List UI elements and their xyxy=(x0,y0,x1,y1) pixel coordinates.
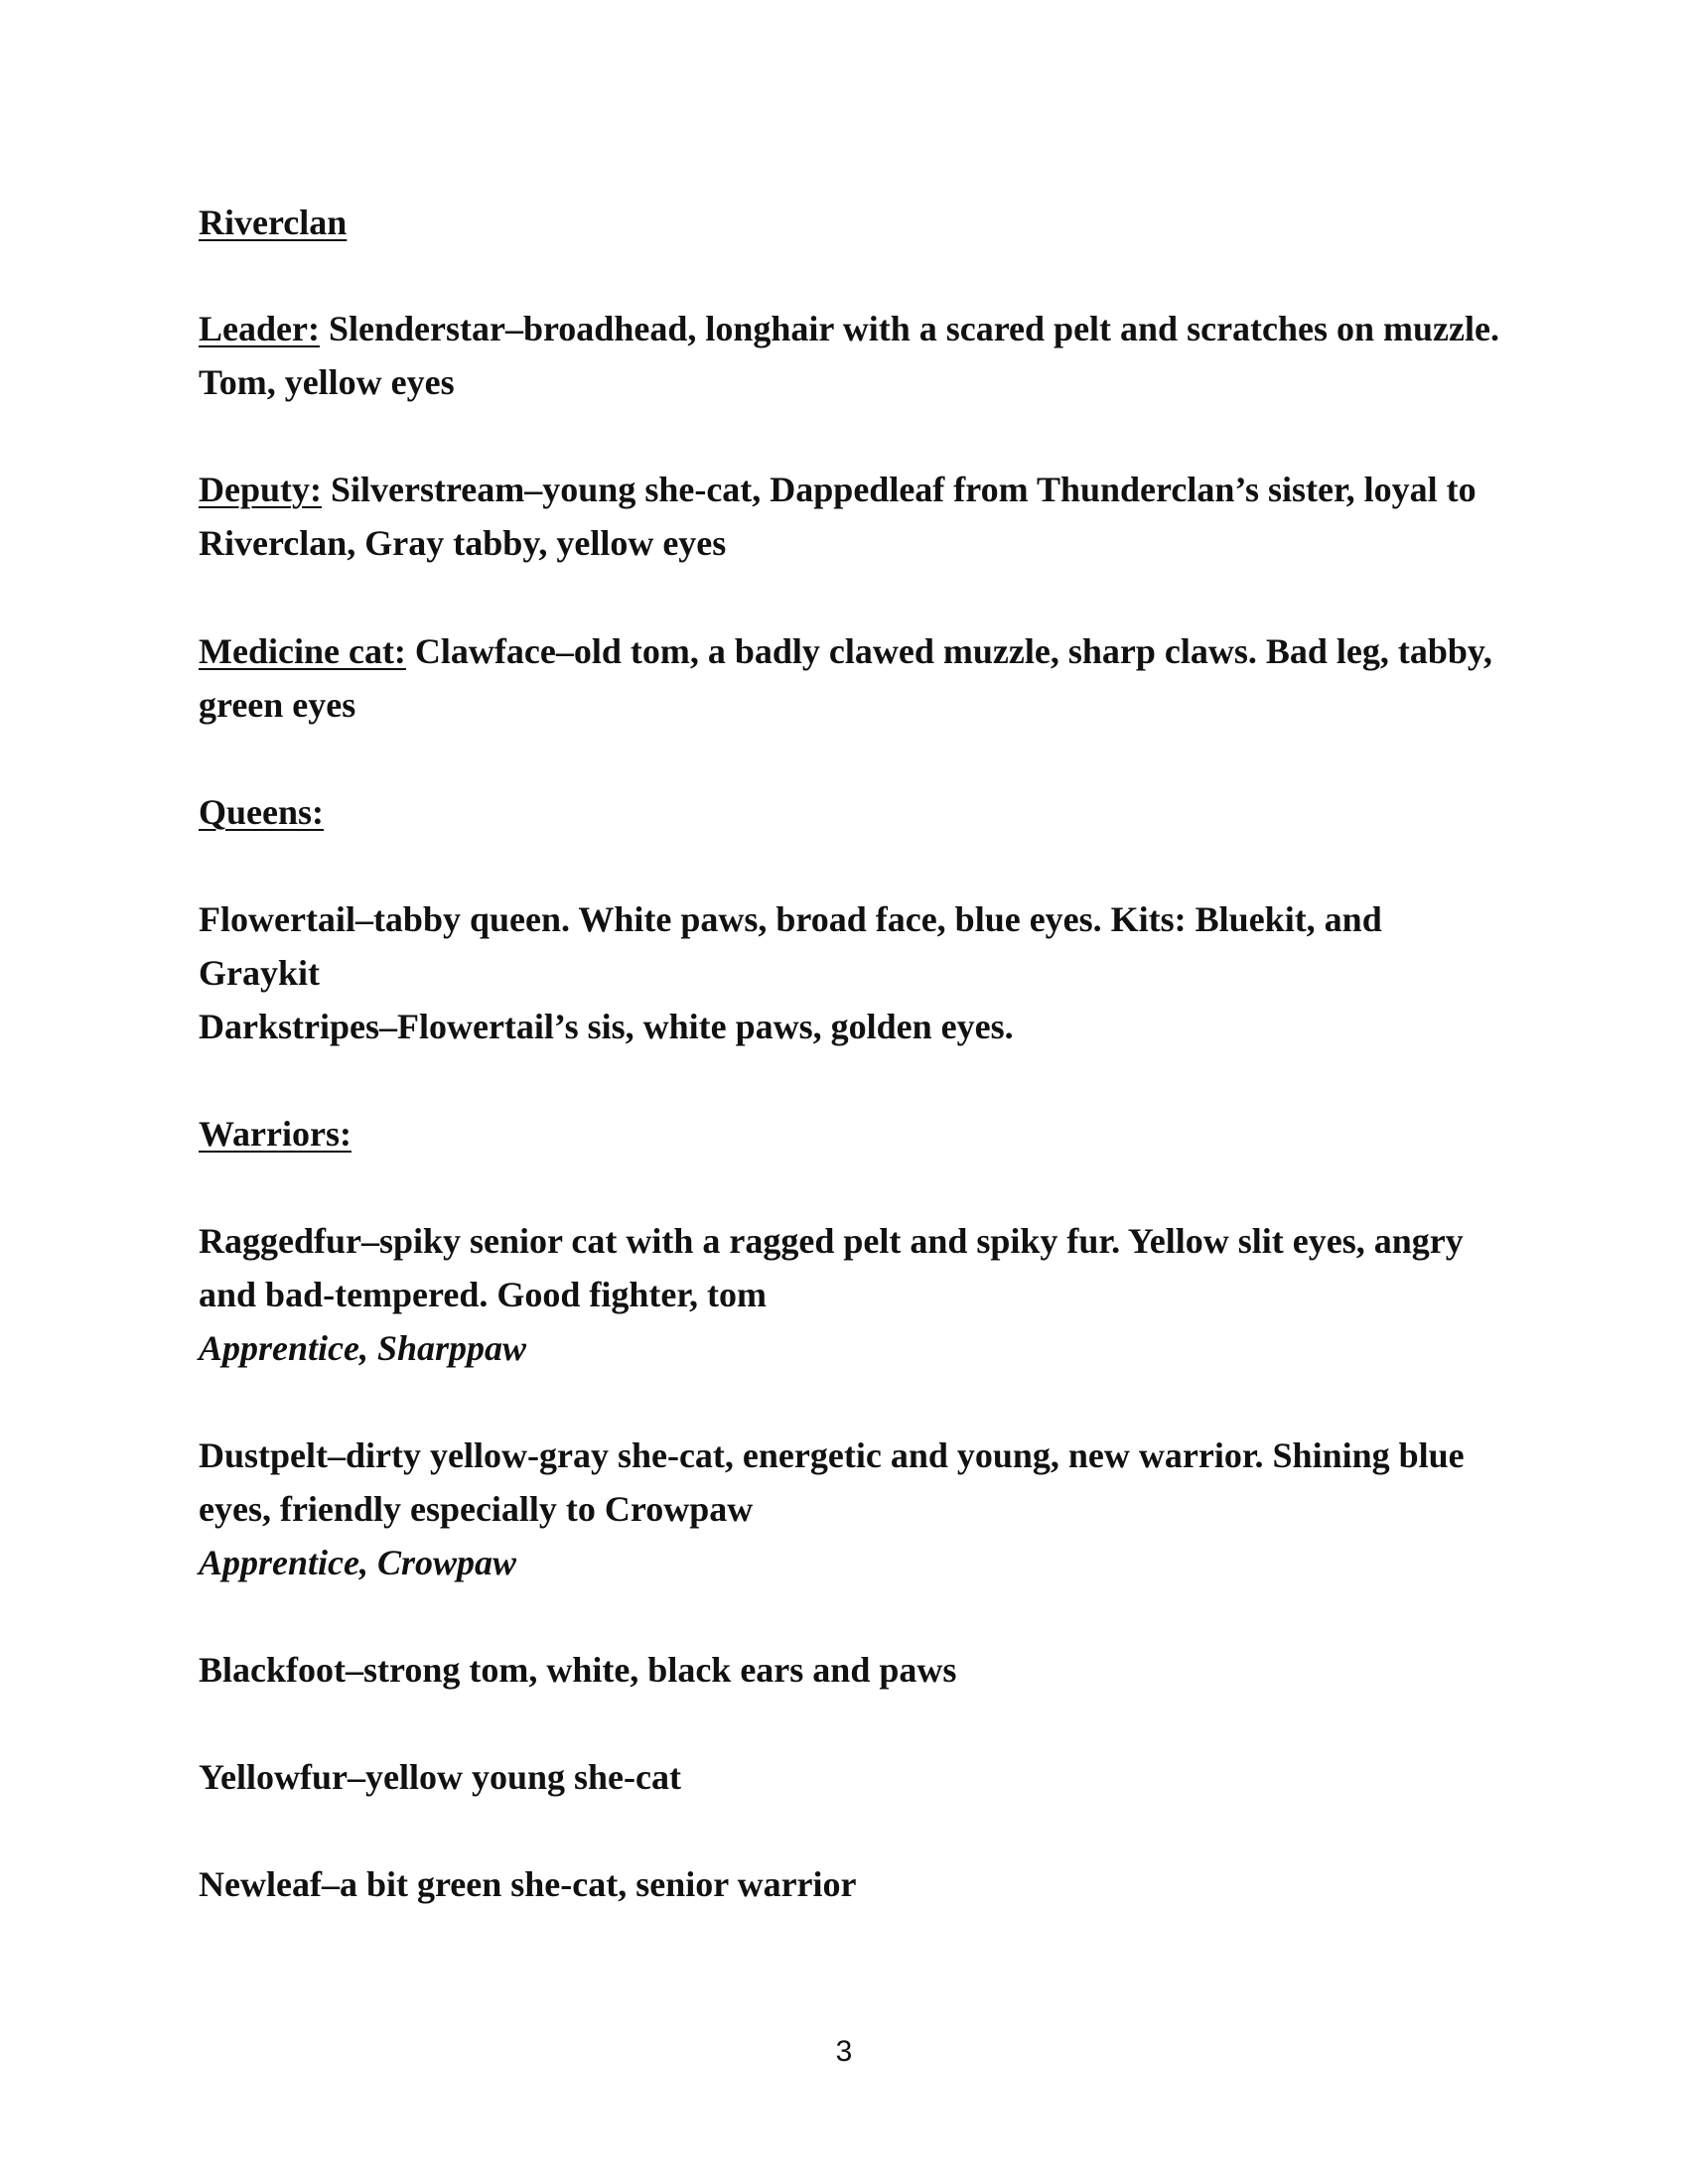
deputy-label: Deputy: xyxy=(199,470,322,509)
deputy-entry xyxy=(199,463,1509,570)
leader-entry xyxy=(199,302,1509,409)
clan-title: Riverclan xyxy=(199,203,348,242)
page-number: 3 xyxy=(835,2035,853,2068)
warrior-text: Dustpelt–dirty yellow-gray she-cat, energetic and young, new warrior. Shining blue eyes, friendly especially to Crowpaw xyxy=(199,1435,1465,1529)
warrior-entry xyxy=(199,1214,1509,1375)
medicine-cat-text: Clawface–old tom, a badly clawed muzzle, sharp claws. Bad leg, tabby, green eyes xyxy=(199,631,1492,725)
queens-heading: Queens: xyxy=(199,792,324,832)
warrior-entry xyxy=(199,1429,1509,1589)
leader-label: Leader: xyxy=(199,309,320,348)
queen-entry: Flowertail–tabby queen. White paws, broad face, blue eyes. Kits: Bluekit, and Graykit xyxy=(199,899,1382,993)
warrior-text: Raggedfur–spiky senior cat with a ragged pelt and spiky fur. Yellow slit eyes, angry and bad-tempered. Good fighter, tom xyxy=(199,1221,1464,1314)
warrior-entry: Yellowfur–yellow young she-cat xyxy=(199,1757,681,1797)
medicine-cat-entry xyxy=(199,624,1509,732)
warrior-apprentice: Apprentice, Sharppaw xyxy=(199,1328,527,1368)
warrior-entry: Blackfoot–strong tom, white, black ears and paws xyxy=(199,1650,957,1690)
warrior-apprentice: Apprentice, Crowpaw xyxy=(199,1543,517,1582)
warriors-heading: Warriors: xyxy=(199,1114,352,1154)
queen-entry: Darkstripes–Flowertail’s sis, white paws, golden eyes. xyxy=(199,1007,1014,1046)
leader-text: Slenderstar–broadhead, longhair with a scared pelt and scratches on muzzle. Tom, yellow eyes xyxy=(199,309,1499,402)
warrior-entry: Newleaf–a bit green she-cat, senior warrior xyxy=(199,1864,857,1904)
medicine-cat-label: Medicine cat: xyxy=(199,631,406,671)
deputy-text: Silverstream–young she-cat, Dappedleaf from Thunderclan’s sister, loyal to Riverclan, Gray tabby, yellow eyes xyxy=(199,470,1477,563)
